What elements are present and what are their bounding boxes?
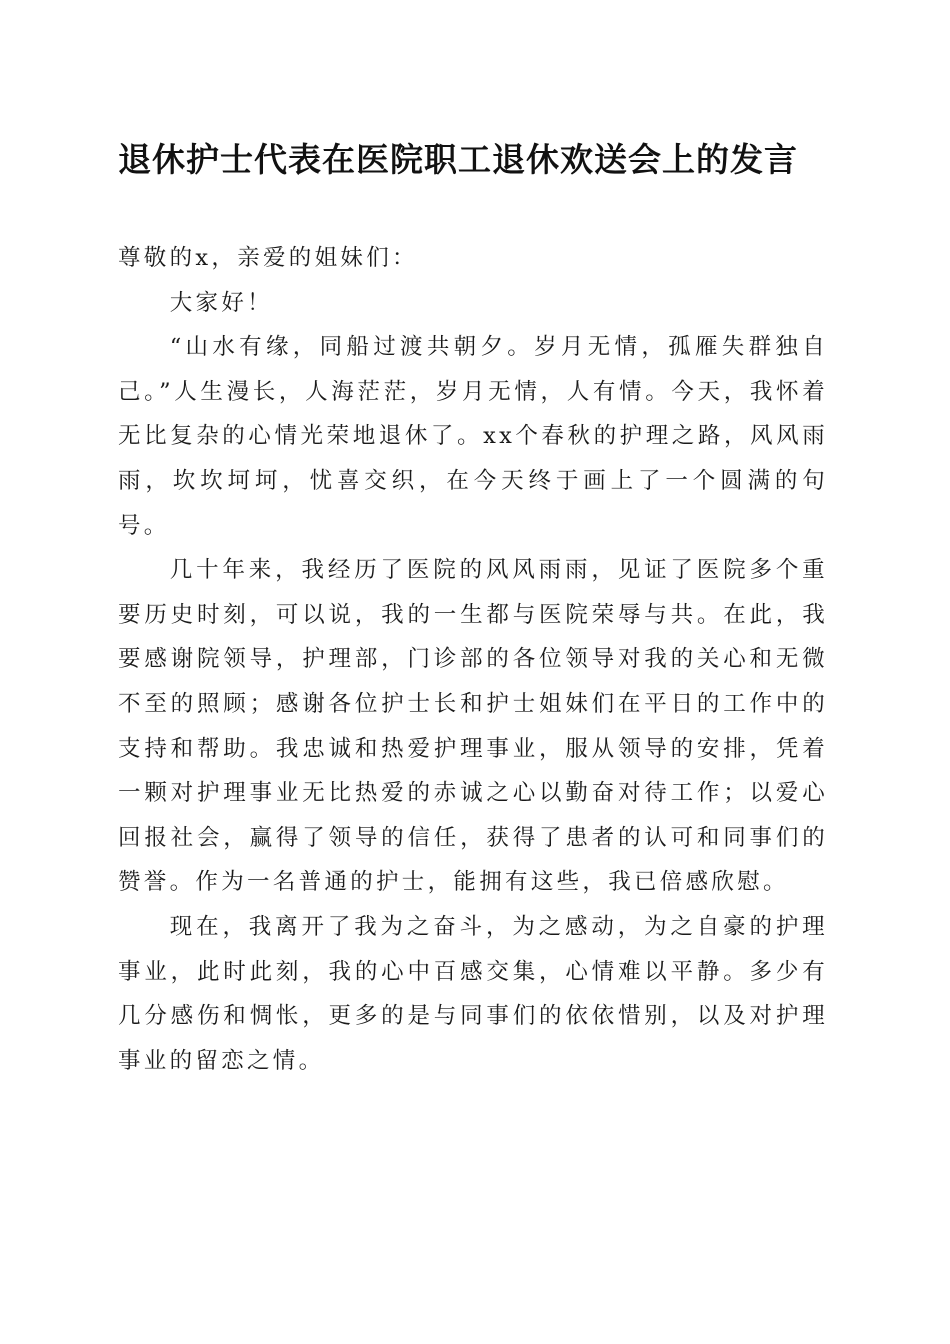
document-body [118, 236, 828, 1083]
paragraph-1: “山水有缘，同船过渡共朝夕。岁月无情，孤雁失群独自己。”人生漫长，人海茫茫，岁月无情，人有情。今天，我怀着无比复杂的心情光荣地退休了。xx个春秋的护理之路，风风雨雨，坎坎坷坷，忧喜交织，在今天终于画上了一个圆满的句号。 [118, 334, 828, 539]
paragraph-2: 几十年来，我经历了医院的风风雨雨，见证了医院多个重要历史时刻，可以说，我的一生都与医院荣辱与共。在此，我要感谢院领导，护理部，门诊部的各位领导对我的关心和无微不至的照顾；感谢各位护士长和护士姐妹们在平日的工作中的支持和帮助。我忠诚和热爱护理事业，服从领导的安排，凭着一颗对护理事业无比热爱的赤诚之心以勤奋对待工作；以爱心回报社会，赢得了领导的信任，获得了患者的认可和同事们的赞誉。作为一名普通的护士，能拥有这些，我已倍感欣慰。 [118, 557, 828, 896]
paragraph-greeting: 大家好！ [169, 289, 273, 316]
salutation: 尊敬的x，亲爱的姐妹们： [118, 245, 418, 271]
document-title: 退休护士代表在医院职工退休欢送会上的发言 [118, 140, 798, 179]
paragraph-3: 现在，我离开了我为之奋斗，为之感动，为之自豪的护理事业，此时此刻，我的心中百感交集，心情难以平静。多少有几分感伤和惆怅，更多的是与同事们的依依惜别，以及对护理事业的留恋之情。 [118, 913, 828, 1074]
